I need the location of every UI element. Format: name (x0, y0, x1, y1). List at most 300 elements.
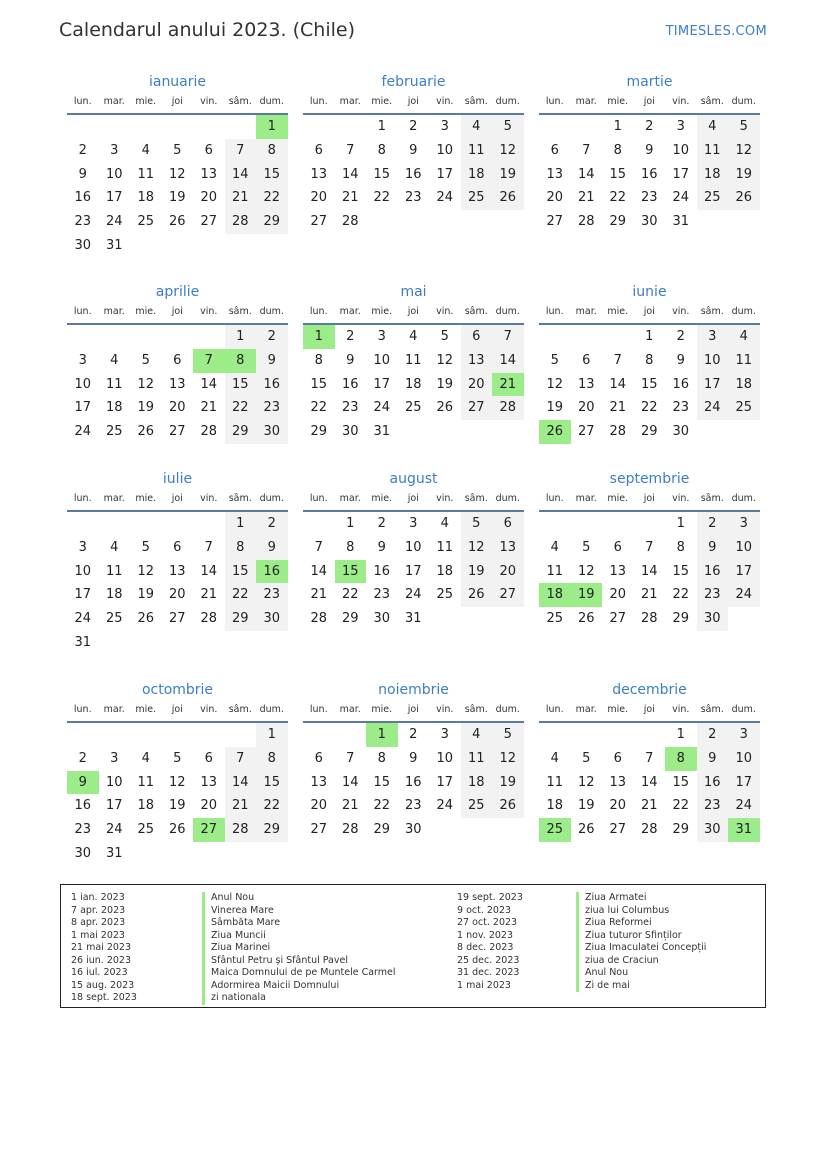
day-cell[interactable]: 6 (204, 142, 213, 158)
day-cell[interactable]: 17 (74, 400, 92, 416)
day-cell[interactable]: 17 (74, 587, 92, 603)
day-cell[interactable]: 23 (697, 583, 729, 607)
day-cell[interactable]: 21 (492, 373, 524, 397)
day-cell[interactable]: 10 (105, 774, 123, 790)
day-cell[interactable]: 22 (310, 400, 328, 416)
day-cell[interactable]: 25 (404, 400, 422, 416)
day-cell[interactable]: 24 (404, 587, 422, 603)
day-cell[interactable]: 30 (404, 822, 422, 838)
day-cell[interactable]: 20 (577, 400, 595, 416)
day-cell[interactable]: 28 (492, 396, 524, 420)
day-cell[interactable]: 27 (168, 424, 186, 440)
day-cell[interactable]: 10 (728, 747, 760, 771)
day-cell[interactable]: 9 (409, 750, 418, 766)
day-cell[interactable]: 31 (74, 634, 92, 650)
day-cell[interactable]: 12 (546, 376, 564, 392)
day-cell[interactable]: 2 (697, 723, 729, 747)
day-cell[interactable]: 6 (613, 750, 622, 766)
day-cell[interactable]: 18 (697, 163, 729, 187)
day-cell[interactable]: 6 (204, 750, 213, 766)
day-cell[interactable]: 1 (377, 119, 386, 134)
day-cell[interactable]: 28 (225, 818, 257, 842)
day-cell[interactable]: 25 (539, 818, 571, 842)
day-cell[interactable]: 9 (697, 747, 729, 771)
day-cell[interactable]: 24 (728, 794, 760, 818)
day-cell[interactable]: 26 (728, 186, 760, 210)
day-cell[interactable]: 15 (256, 163, 288, 187)
day-cell[interactable]: 11 (137, 166, 155, 182)
day-cell[interactable]: 4 (461, 723, 493, 747)
day-cell[interactable]: 7 (225, 747, 257, 771)
day-cell[interactable]: 26 (168, 214, 186, 230)
day-cell[interactable]: 10 (74, 563, 92, 579)
day-cell[interactable]: 16 (373, 563, 391, 579)
day-cell[interactable]: 23 (74, 822, 92, 838)
day-cell[interactable]: 14 (640, 774, 658, 790)
day-cell[interactable]: 4 (141, 750, 150, 766)
day-cell[interactable]: 27 (546, 214, 564, 230)
day-cell[interactable]: 20 (609, 798, 627, 814)
day-cell[interactable]: 19 (436, 376, 454, 392)
day-cell[interactable]: 31 (105, 237, 123, 253)
day-cell[interactable]: 6 (550, 142, 559, 158)
day-cell[interactable]: 25 (436, 587, 454, 603)
day-cell[interactable]: 7 (645, 750, 654, 766)
day-cell[interactable]: 17 (728, 560, 760, 584)
day-cell[interactable]: 17 (105, 798, 123, 814)
day-cell[interactable]: 12 (137, 563, 155, 579)
day-cell[interactable]: 10 (105, 166, 123, 182)
day-cell[interactable]: 30 (256, 420, 288, 444)
day-cell[interactable]: 15 (672, 563, 690, 579)
day-cell[interactable]: 2 (409, 119, 418, 134)
day-cell[interactable]: 2 (78, 750, 87, 766)
day-cell[interactable]: 29 (310, 424, 328, 440)
day-cell[interactable]: 29 (225, 420, 257, 444)
day-cell[interactable]: 22 (672, 798, 690, 814)
day-cell[interactable]: 11 (404, 352, 422, 368)
day-cell[interactable]: 7 (492, 325, 524, 349)
day-cell[interactable]: 23 (697, 794, 729, 818)
day-cell[interactable]: 8 (676, 539, 685, 555)
day-cell[interactable]: 4 (409, 329, 418, 344)
day-cell[interactable]: 16 (341, 376, 359, 392)
day-cell[interactable]: 19 (168, 190, 186, 206)
day-cell[interactable]: 21 (341, 798, 359, 814)
day-cell[interactable]: 17 (404, 563, 422, 579)
day-cell[interactable]: 27 (168, 611, 186, 627)
day-cell[interactable]: 20 (492, 560, 524, 584)
day-cell[interactable]: 8 (225, 536, 257, 560)
day-cell[interactable]: 30 (74, 845, 92, 861)
day-cell[interactable]: 16 (672, 376, 690, 392)
day-cell[interactable]: 6 (613, 539, 622, 555)
day-cell[interactable]: 4 (110, 352, 119, 368)
day-cell[interactable]: 15 (609, 166, 627, 182)
day-cell[interactable]: 21 (200, 587, 218, 603)
day-cell[interactable]: 21 (200, 400, 218, 416)
day-cell[interactable]: 11 (728, 349, 760, 373)
day-cell[interactable]: 4 (141, 142, 150, 158)
day-cell[interactable]: 16 (640, 166, 658, 182)
day-cell[interactable]: 31 (105, 845, 123, 861)
day-cell[interactable]: 11 (546, 563, 564, 579)
day-cell[interactable]: 28 (640, 822, 658, 838)
day-cell[interactable]: 8 (256, 747, 288, 771)
day-cell[interactable]: 12 (492, 139, 524, 163)
day-cell[interactable]: 29 (256, 818, 288, 842)
day-cell[interactable]: 24 (74, 424, 92, 440)
day-cell[interactable]: 15 (335, 560, 367, 584)
day-cell[interactable]: 13 (609, 774, 627, 790)
day-cell[interactable]: 2 (377, 516, 386, 531)
day-cell[interactable]: 14 (310, 563, 328, 579)
day-cell[interactable]: 21 (640, 587, 658, 603)
day-cell[interactable]: 26 (436, 400, 454, 416)
day-cell[interactable]: 3 (728, 512, 760, 536)
day-cell[interactable]: 17 (436, 774, 454, 790)
day-cell[interactable]: 31 (373, 424, 391, 440)
day-cell[interactable]: 24 (728, 583, 760, 607)
day-cell[interactable]: 26 (492, 794, 524, 818)
day-cell[interactable]: 7 (193, 349, 225, 373)
day-cell[interactable]: 30 (74, 237, 92, 253)
day-cell[interactable]: 27 (609, 611, 627, 627)
day-cell[interactable]: 3 (728, 723, 760, 747)
day-cell[interactable]: 22 (256, 794, 288, 818)
day-cell[interactable]: 29 (225, 607, 257, 631)
day-cell[interactable]: 6 (314, 142, 323, 158)
day-cell[interactable]: 28 (341, 822, 359, 838)
day-cell[interactable]: 7 (314, 539, 323, 555)
day-cell[interactable]: 16 (404, 166, 422, 182)
day-cell[interactable]: 3 (78, 539, 87, 555)
day-cell[interactable]: 9 (645, 142, 654, 158)
day-cell[interactable]: 11 (697, 139, 729, 163)
day-cell[interactable]: 29 (256, 210, 288, 234)
day-cell[interactable]: 31 (404, 611, 422, 627)
day-cell[interactable]: 29 (640, 424, 658, 440)
day-cell[interactable]: 18 (436, 563, 454, 579)
day-cell[interactable]: 12 (168, 166, 186, 182)
day-cell[interactable]: 23 (341, 400, 359, 416)
day-cell[interactable]: 6 (173, 352, 182, 368)
day-cell[interactable]: 2 (78, 142, 87, 158)
day-cell[interactable]: 29 (341, 611, 359, 627)
day-cell[interactable]: 15 (225, 373, 257, 397)
day-cell[interactable]: 9 (697, 536, 729, 560)
day-cell[interactable]: 12 (577, 563, 595, 579)
day-cell[interactable]: 16 (256, 373, 288, 397)
day-cell[interactable]: 26 (137, 424, 155, 440)
day-cell[interactable]: 24 (697, 396, 729, 420)
day-cell[interactable]: 3 (697, 325, 729, 349)
day-cell[interactable]: 11 (105, 376, 123, 392)
day-cell[interactable]: 4 (550, 750, 559, 766)
day-cell[interactable]: 11 (461, 747, 493, 771)
day-cell[interactable]: 5 (492, 723, 524, 747)
day-cell[interactable]: 1 (256, 723, 288, 747)
day-cell[interactable]: 18 (105, 587, 123, 603)
day-cell[interactable]: 13 (609, 563, 627, 579)
day-cell[interactable]: 10 (728, 536, 760, 560)
day-cell[interactable]: 3 (440, 119, 449, 134)
day-cell[interactable]: 30 (672, 424, 690, 440)
day-cell[interactable]: 21 (577, 190, 595, 206)
day-cell[interactable]: 22 (672, 587, 690, 603)
day-cell[interactable]: 6 (314, 750, 323, 766)
day-cell[interactable]: 1 (366, 723, 398, 747)
day-cell[interactable]: 21 (225, 794, 257, 818)
day-cell[interactable]: 2 (256, 512, 288, 536)
day-cell[interactable]: 24 (105, 214, 123, 230)
day-cell[interactable]: 5 (582, 539, 591, 555)
day-cell[interactable]: 20 (168, 400, 186, 416)
day-cell[interactable]: 2 (346, 329, 355, 344)
day-cell[interactable]: 2 (676, 329, 685, 344)
day-cell[interactable]: 13 (200, 166, 218, 182)
day-cell[interactable]: 30 (341, 424, 359, 440)
day-cell[interactable]: 7 (645, 539, 654, 555)
day-cell[interactable]: 28 (577, 214, 595, 230)
day-cell[interactable]: 27 (461, 396, 493, 420)
day-cell[interactable]: 14 (225, 163, 257, 187)
day-cell[interactable]: 20 (200, 798, 218, 814)
day-cell[interactable]: 28 (200, 611, 218, 627)
day-cell[interactable]: 19 (546, 400, 564, 416)
day-cell[interactable]: 3 (110, 142, 119, 158)
day-cell[interactable]: 22 (225, 396, 257, 420)
day-cell[interactable]: 8 (377, 142, 386, 158)
day-cell[interactable]: 12 (168, 774, 186, 790)
day-cell[interactable]: 22 (373, 798, 391, 814)
day-cell[interactable]: 14 (225, 771, 257, 795)
day-cell[interactable]: 23 (640, 190, 658, 206)
site-link[interactable]: TIMESLES.COM (665, 24, 767, 39)
day-cell[interactable]: 18 (137, 798, 155, 814)
day-cell[interactable]: 27 (609, 822, 627, 838)
day-cell[interactable]: 28 (609, 424, 627, 440)
day-cell[interactable]: 30 (697, 818, 729, 842)
day-cell[interactable]: 6 (461, 325, 493, 349)
day-cell[interactable]: 22 (341, 587, 359, 603)
day-cell[interactable]: 24 (74, 611, 92, 627)
day-cell[interactable]: 2 (645, 119, 654, 134)
day-cell[interactable]: 13 (200, 774, 218, 790)
day-cell[interactable]: 13 (310, 166, 328, 182)
day-cell[interactable]: 3 (440, 727, 449, 742)
day-cell[interactable]: 9 (78, 166, 87, 182)
day-cell[interactable]: 19 (137, 400, 155, 416)
day-cell[interactable]: 16 (256, 560, 288, 584)
day-cell[interactable]: 16 (74, 798, 92, 814)
day-cell[interactable]: 17 (373, 376, 391, 392)
day-cell[interactable]: 8 (314, 352, 323, 368)
day-cell[interactable]: 1 (346, 516, 355, 531)
day-cell[interactable]: 19 (571, 583, 603, 607)
day-cell[interactable]: 14 (200, 563, 218, 579)
day-cell[interactable]: 28 (310, 611, 328, 627)
day-cell[interactable]: 23 (404, 190, 422, 206)
day-cell[interactable]: 20 (461, 373, 493, 397)
day-cell[interactable]: 14 (640, 563, 658, 579)
day-cell[interactable]: 15 (256, 771, 288, 795)
day-cell[interactable]: 4 (110, 539, 119, 555)
day-cell[interactable]: 2 (697, 512, 729, 536)
day-cell[interactable]: 5 (173, 750, 182, 766)
day-cell[interactable]: 3 (78, 352, 87, 368)
day-cell[interactable]: 14 (609, 376, 627, 392)
day-cell[interactable]: 9 (346, 352, 355, 368)
day-cell[interactable]: 19 (168, 798, 186, 814)
day-cell[interactable]: 16 (697, 560, 729, 584)
day-cell[interactable]: 10 (373, 352, 391, 368)
day-cell[interactable]: 23 (74, 214, 92, 230)
day-cell[interactable]: 9 (409, 142, 418, 158)
day-cell[interactable]: 30 (373, 611, 391, 627)
day-cell[interactable]: 19 (492, 163, 524, 187)
day-cell[interactable]: 29 (672, 822, 690, 838)
day-cell[interactable]: 17 (105, 190, 123, 206)
day-cell[interactable]: 29 (609, 214, 627, 230)
day-cell[interactable]: 1 (303, 325, 335, 349)
day-cell[interactable]: 10 (436, 750, 454, 766)
day-cell[interactable]: 1 (645, 329, 654, 344)
day-cell[interactable]: 23 (672, 400, 690, 416)
day-cell[interactable]: 25 (137, 214, 155, 230)
day-cell[interactable]: 11 (137, 774, 155, 790)
day-cell[interactable]: 28 (341, 214, 359, 230)
day-cell[interactable]: 8 (346, 539, 355, 555)
day-cell[interactable]: 9 (676, 352, 685, 368)
day-cell[interactable]: 12 (728, 139, 760, 163)
day-cell[interactable]: 7 (225, 139, 257, 163)
day-cell[interactable]: 29 (373, 822, 391, 838)
day-cell[interactable]: 25 (105, 424, 123, 440)
day-cell[interactable]: 19 (461, 560, 493, 584)
day-cell[interactable]: 15 (640, 376, 658, 392)
day-cell[interactable]: 30 (640, 214, 658, 230)
day-cell[interactable]: 6 (582, 352, 591, 368)
day-cell[interactable]: 9 (256, 536, 288, 560)
day-cell[interactable]: 27 (492, 583, 524, 607)
day-cell[interactable]: 23 (256, 396, 288, 420)
day-cell[interactable]: 15 (672, 774, 690, 790)
day-cell[interactable]: 13 (310, 774, 328, 790)
day-cell[interactable]: 26 (168, 822, 186, 838)
day-cell[interactable]: 11 (436, 539, 454, 555)
day-cell[interactable]: 19 (728, 163, 760, 187)
day-cell[interactable]: 2 (256, 325, 288, 349)
day-cell[interactable]: 30 (256, 607, 288, 631)
day-cell[interactable]: 24 (672, 190, 690, 206)
day-cell[interactable]: 10 (436, 142, 454, 158)
day-cell[interactable]: 19 (492, 771, 524, 795)
day-cell[interactable]: 26 (577, 611, 595, 627)
day-cell[interactable]: 24 (105, 822, 123, 838)
day-cell[interactable]: 8 (377, 750, 386, 766)
day-cell[interactable]: 8 (613, 142, 622, 158)
day-cell[interactable]: 6 (492, 512, 524, 536)
day-cell[interactable]: 26 (577, 822, 595, 838)
day-cell[interactable]: 20 (168, 587, 186, 603)
day-cell[interactable]: 7 (204, 539, 213, 555)
day-cell[interactable]: 7 (346, 142, 355, 158)
day-cell[interactable]: 27 (193, 818, 225, 842)
day-cell[interactable]: 3 (110, 750, 119, 766)
day-cell[interactable]: 25 (697, 186, 729, 210)
day-cell[interactable]: 25 (546, 611, 564, 627)
day-cell[interactable]: 16 (697, 771, 729, 795)
day-cell[interactable]: 4 (550, 539, 559, 555)
day-cell[interactable]: 22 (225, 583, 257, 607)
day-cell[interactable]: 20 (609, 587, 627, 603)
day-cell[interactable]: 11 (461, 139, 493, 163)
day-cell[interactable]: 23 (256, 583, 288, 607)
day-cell[interactable]: 13 (168, 563, 186, 579)
day-cell[interactable]: 16 (74, 190, 92, 206)
day-cell[interactable]: 18 (461, 163, 493, 187)
day-cell[interactable]: 5 (440, 329, 449, 344)
day-cell[interactable]: 18 (105, 400, 123, 416)
day-cell[interactable]: 14 (200, 376, 218, 392)
day-cell[interactable]: 3 (377, 329, 386, 344)
day-cell[interactable]: 2 (409, 727, 418, 742)
day-cell[interactable]: 8 (645, 352, 654, 368)
day-cell[interactable]: 14 (341, 774, 359, 790)
day-cell[interactable]: 14 (577, 166, 595, 182)
day-cell[interactable]: 20 (310, 190, 328, 206)
day-cell[interactable]: 21 (341, 190, 359, 206)
day-cell[interactable]: 9 (377, 539, 386, 555)
day-cell[interactable]: 18 (404, 376, 422, 392)
day-cell[interactable]: 20 (200, 190, 218, 206)
day-cell[interactable]: 23 (404, 798, 422, 814)
day-cell[interactable]: 24 (436, 798, 454, 814)
day-cell[interactable]: 27 (200, 214, 218, 230)
day-cell[interactable]: 10 (74, 376, 92, 392)
day-cell[interactable]: 10 (672, 142, 690, 158)
day-cell[interactable]: 13 (461, 349, 493, 373)
day-cell[interactable]: 4 (728, 325, 760, 349)
day-cell[interactable]: 17 (697, 373, 729, 397)
day-cell[interactable]: 12 (577, 774, 595, 790)
day-cell[interactable]: 13 (546, 166, 564, 182)
day-cell[interactable]: 21 (225, 186, 257, 210)
day-cell[interactable]: 22 (256, 186, 288, 210)
day-cell[interactable]: 1 (676, 727, 685, 742)
day-cell[interactable]: 25 (105, 611, 123, 627)
day-cell[interactable]: 13 (492, 536, 524, 560)
day-cell[interactable]: 18 (728, 373, 760, 397)
day-cell[interactable]: 21 (310, 587, 328, 603)
day-cell[interactable]: 8 (665, 747, 697, 771)
day-cell[interactable]: 17 (436, 166, 454, 182)
day-cell[interactable]: 7 (346, 750, 355, 766)
day-cell[interactable]: 11 (546, 774, 564, 790)
day-cell[interactable]: 15 (373, 774, 391, 790)
day-cell[interactable]: 12 (137, 376, 155, 392)
day-cell[interactable]: 7 (613, 352, 622, 368)
day-cell[interactable]: 8 (225, 349, 257, 373)
day-cell[interactable]: 12 (436, 352, 454, 368)
day-cell[interactable]: 27 (310, 822, 328, 838)
day-cell[interactable]: 21 (609, 400, 627, 416)
day-cell[interactable]: 5 (492, 115, 524, 139)
day-cell[interactable]: 5 (141, 352, 150, 368)
day-cell[interactable]: 19 (577, 798, 595, 814)
day-cell[interactable]: 18 (461, 771, 493, 795)
